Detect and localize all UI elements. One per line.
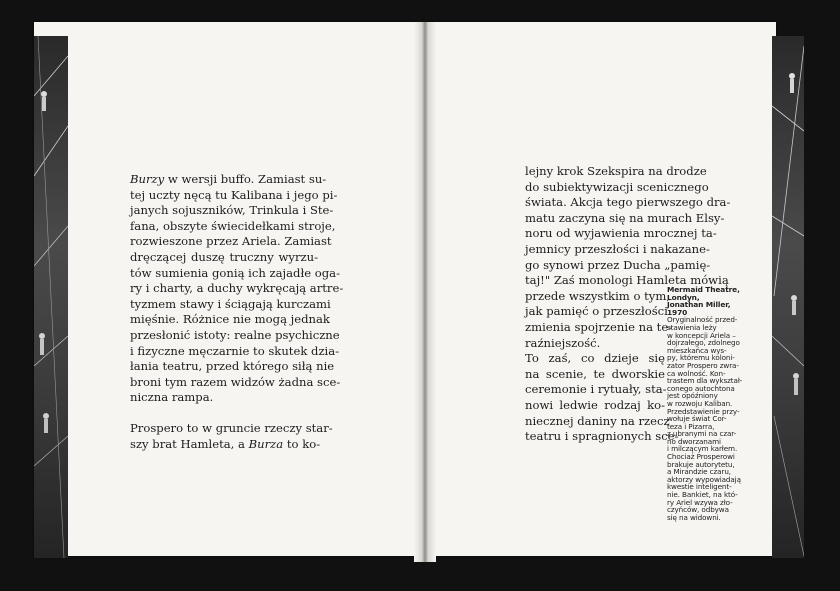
caption-line: nie. Bankiet, na któ-: [667, 490, 738, 500]
caption-title-line: Londyn,: [667, 292, 700, 302]
text-line: przesłonić istoty: realne psychiczne: [130, 327, 340, 342]
text-line: tej uczty nęcą tu Kalibana i jego pi-: [130, 187, 338, 202]
text-line: Prospero to w gruncie rzeczy star-: [130, 420, 333, 435]
text-line: fana, obszyte świecidełkami stroje,: [130, 218, 336, 233]
text-line: To zaś, co dzieje się: [525, 351, 665, 366]
caption-line: a Mirandzie czaru,: [667, 467, 731, 477]
photo-caption: [667, 286, 747, 521]
caption-line: teza i Pizarra,: [667, 421, 715, 431]
caption-line: ca wolność. Kon-: [667, 368, 726, 378]
caption-line: trastem dla wykształ-: [667, 376, 743, 386]
text-line: łania teatru, przed którego siłą nie: [130, 359, 335, 374]
text-line: na scenie, te dworskie: [525, 366, 665, 381]
text-line: tów sumienia gonią ich zajadłe oga-: [130, 265, 341, 280]
caption-title-line: 1970: [667, 307, 688, 317]
caption-line: Przedstawienie przy-: [667, 406, 740, 416]
caption-line: w rozwoju Kaliban.: [667, 398, 733, 408]
caption-line: stawienia leży: [667, 322, 717, 332]
text-line: do subiektywizacji scenicznego: [525, 179, 709, 194]
caption-line: ry Ariel wzywa zło-: [667, 497, 733, 507]
caption-line: wołuje świat Cor-: [667, 414, 727, 424]
caption-title-line: Mermaid Theatre,: [667, 285, 740, 294]
text-line: lejny krok Szekspira na drodze: [525, 164, 707, 178]
caption-line: brakuje autorytetu,: [667, 459, 735, 469]
text-line: zmienia spojrzenie na te-: [525, 319, 673, 334]
text-line: ceremonie i rytuały, sta-: [525, 382, 667, 397]
text-line: tyzmem stawy i ściągają kurczami: [130, 296, 331, 311]
paragraph-gap: [130, 406, 318, 421]
stage-photo-image: [34, 36, 68, 558]
text-line: niczna rampa.: [130, 390, 214, 405]
text-line: teatru i spragnionych sce-: [525, 429, 679, 444]
text-line: janych sojuszników, Trinkula i Ste-: [130, 203, 334, 218]
text-line: go synowi przez Ducha „pamię-: [525, 257, 711, 272]
text-line: mięśnie. Różnice nie mogą jednak: [130, 312, 330, 327]
text-line: matu zaczyna się na murach Elsy-: [525, 210, 725, 225]
caption-line: Oryginalność przed-: [667, 315, 738, 325]
caption-title-line: Jonathan Miller,: [667, 300, 731, 310]
text-line: broni tym razem widzów żadna sce-: [130, 374, 341, 389]
text-line: niecznej daniny na rzecz: [525, 413, 670, 428]
caption-line: dojrzałego, zdolnego: [667, 338, 740, 348]
text-line: i fizyczne męczarnie to skutek dzia-: [130, 343, 340, 358]
caption-line: conego autochtona: [667, 383, 735, 393]
text-line: szy brat Hamleta, a Burza to ko-: [130, 436, 321, 451]
left-photo-strip: [34, 36, 68, 558]
stage-photo-image: [772, 36, 804, 558]
text-line: przede wszystkim o tym,: [525, 288, 671, 303]
book-spine: [414, 22, 436, 562]
caption-line: i milczącym karłem.: [667, 444, 738, 454]
caption-line: no dworzanami: [667, 436, 721, 446]
caption-line: mieszkańca wys-: [667, 345, 727, 355]
caption-line: jest opóźniony: [667, 391, 718, 401]
text-line: nowi ledwie rodzaj ko-: [525, 397, 665, 412]
caption-line: kwestie inteligent-: [667, 482, 732, 492]
caption-line: się na widowni.: [667, 512, 721, 522]
caption-line: w koncepcji Ariela –: [667, 330, 736, 340]
text-line: taj!" Zaś monologi Hamleta mówią: [525, 273, 729, 288]
text-line: jak pamięć o przeszłości: [525, 304, 668, 319]
text-line: świata. Akcja tego pierwszego dra-: [525, 195, 731, 210]
text-line: dręczącej duszę truczny wyrzu-: [130, 249, 318, 264]
right-photo-strip: [772, 36, 804, 558]
caption-line: czyńców, odbywa: [667, 505, 729, 515]
text-line: rozwieszone przez Ariela. Zamiast: [130, 234, 332, 249]
text-line: ry i charty, a duchy wykręcają artre-: [130, 281, 344, 296]
text-line: raźniejszość.: [525, 335, 601, 350]
text-line: noru od wyjawienia mrocznej ta-: [525, 226, 717, 241]
text-line: jemnicy przeszłości i nakazane-: [525, 241, 710, 256]
caption-line: aktorzy wypowiadają: [667, 474, 741, 484]
text-line: Burzy w wersji buffo. Zamiast su-: [130, 172, 327, 186]
caption-line: py, któremu koloni-: [667, 353, 735, 363]
caption-line: Chociaż Prosperowi: [667, 452, 735, 462]
caption-line: zator Prospero zwra-: [667, 360, 739, 370]
left-page-text: [130, 172, 344, 452]
text-line: Burzy: [130, 172, 165, 186]
caption-line: z ubranymi na czar-: [667, 429, 737, 439]
